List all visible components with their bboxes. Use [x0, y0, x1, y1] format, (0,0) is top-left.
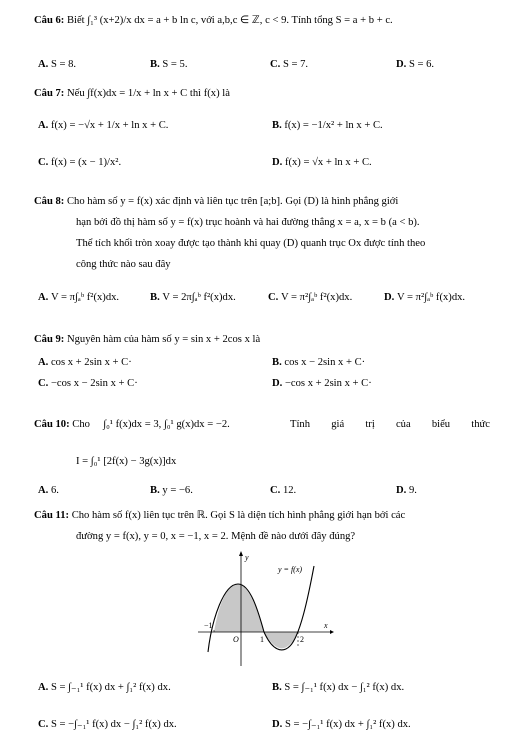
q11-label: Câu 11: [34, 510, 70, 521]
q6-pre: Biết [66, 15, 85, 26]
q6-label: Câu 6: [34, 15, 65, 26]
option-letter: A. [38, 485, 51, 496]
q7-option-d [272, 156, 372, 170]
q8-line-3: Thể tích khối tròn xoay được tạo thành khi quay (D) quanh trục Ox được tính theo [76, 238, 426, 249]
option-text: V = π²∫ₐᵇ f²(x)dx. [280, 292, 353, 303]
q8-label: Câu 8: [34, 196, 65, 207]
option-letter: A. [38, 292, 51, 303]
q11-option-d [272, 718, 411, 732]
q6-integral: ∫₁³ (x+2)/x dx = a + b ln c, [87, 15, 199, 26]
q9-option-c [38, 377, 138, 391]
q6-text: với a,b,c ∈ ℤ, c < 9. Tính tổng S = a + b + c. [200, 15, 393, 26]
origin-label: O [233, 635, 239, 644]
option-letter: A. [38, 357, 51, 368]
option-text: f(x) = −1/x² + ln x + C. [284, 120, 383, 131]
q11-option-c [38, 718, 177, 732]
q10-tail-word: thức [471, 419, 490, 430]
q11-option-a [38, 681, 171, 695]
option-letter: A. [38, 120, 51, 131]
q7-text: Nếu ∫f(x)dx = 1/x + ln x + C thì f(x) là [66, 88, 230, 99]
option-text: S = ∫₋₁¹ f(x) dx − ∫₁² f(x) dx. [284, 682, 405, 693]
option-letter: C. [270, 485, 283, 496]
q9-stem [34, 333, 260, 347]
q10-option-d [396, 484, 417, 498]
q6-option-c [270, 58, 308, 72]
x-axis-arrow [330, 630, 334, 634]
q8-option-c [268, 291, 352, 305]
q7-option-c [38, 156, 121, 170]
option-letter: C. [268, 292, 281, 303]
option-text: V = π∫ₐᵇ f²(x)dx. [50, 292, 120, 303]
option-letter: D. [272, 157, 285, 168]
option-text: S = 7. [282, 59, 309, 70]
option-text: S = −∫₋₁¹ f(x) dx − ∫₁² f(x) dx. [50, 719, 177, 730]
q10-option-a [38, 484, 59, 498]
q7-label: Câu 7: [34, 88, 65, 99]
q11-line-2: đường y = f(x), y = 0, x = −1, x = 2. Mệnh đề nào dưới đây đúng? [76, 531, 356, 542]
q10-tail-word: biểu [431, 419, 451, 430]
option-letter: D. [396, 59, 409, 70]
q7-option-a [38, 119, 168, 133]
option-text: cos x − 2sin x + C· [284, 357, 366, 368]
curve-label: y = f(x) [278, 565, 303, 574]
option-text: cos x + 2sin x + C· [50, 357, 132, 368]
option-text: f(x) = (x − 1)/x². [50, 157, 122, 168]
option-letter: B. [150, 485, 163, 496]
option-text: −cos x + 2sin x + C· [284, 378, 372, 389]
y-axis-label: y [245, 553, 249, 562]
q8-option-d [384, 291, 465, 305]
option-letter: B. [150, 59, 163, 70]
q10-tail-word: Tính [290, 419, 311, 430]
q8-line-4: công thức nào sau đây [76, 259, 171, 270]
option-text: S = 5. [162, 59, 188, 70]
q10-tail [290, 418, 490, 432]
function-graph [196, 548, 336, 668]
q11-option-b [272, 681, 404, 695]
q10-option-c [270, 484, 296, 498]
q8-line-2: hạn bởi đồ thị hàm số y = f(x) trục hoành và hai đường thẳng x = a, x = b (a < b). [76, 217, 420, 228]
option-text: f(x) = −√x + 1/x + ln x + C. [50, 120, 169, 131]
q9-option-b [272, 356, 365, 370]
option-letter: A. [38, 682, 51, 693]
option-letter: D. [272, 378, 285, 389]
q9-option-d [272, 377, 372, 391]
q10-given: ∫₀¹ f(x)dx = 3, ∫₀¹ g(x)dx = −2. [103, 419, 230, 430]
q10-tail-word: của [395, 419, 411, 430]
q11-line-1: Cho hàm số f(x) liên tục trên ℝ. Gọi S là diện tích hình phẳng giới hạn bởi các [71, 510, 406, 521]
q9-option-a [38, 356, 132, 370]
q9-text: Nguyên hàm của hàm số y = sin x + 2cos x là [66, 334, 261, 345]
tick-1-label: 1 [260, 635, 264, 644]
option-text: 12. [282, 485, 297, 496]
option-letter: D. [396, 485, 409, 496]
option-letter: B. [150, 292, 163, 303]
option-letter: B. [272, 357, 285, 368]
q10-tail-word: trị [365, 419, 375, 430]
q6-option-d [396, 58, 434, 72]
q6-stem [34, 14, 393, 28]
q10-label: Câu 10: [34, 419, 70, 430]
option-letter: A. [38, 59, 51, 70]
option-letter: B. [272, 682, 285, 693]
option-letter: D. [272, 719, 285, 730]
q8-line-1: Cho hàm số y = f(x) xác định và liên tục trên [a;b]. Gọi (D) là hình phẳng giới [66, 196, 399, 207]
option-text: V = 2π∫ₐᵇ f²(x)dx. [162, 292, 236, 303]
y-axis-arrow [239, 551, 243, 556]
option-letter: C. [38, 719, 51, 730]
shaded-region-right [264, 632, 298, 648]
q7-option-b [272, 119, 383, 133]
tick-2-label: 2 [300, 635, 304, 644]
option-text: V = π²∫ₐᵇ f(x)dx. [396, 292, 466, 303]
q10-expression: I = ∫₀¹ [2f(x) − 3g(x)]dx [76, 456, 177, 467]
option-letter: D. [384, 292, 397, 303]
q8-option-a [38, 291, 119, 305]
q9-label: Câu 9: [34, 334, 65, 345]
x-axis-label: x [324, 621, 328, 630]
option-text: S = 8. [50, 59, 77, 70]
option-letter: C. [38, 157, 51, 168]
q11-stem-line-1 [34, 509, 405, 523]
q10-tail-word: giá [331, 419, 345, 430]
tick-neg1-label: −1 [204, 621, 213, 630]
option-text: S = −∫₋₁¹ f(x) dx + ∫₁² f(x) dx. [284, 719, 411, 730]
q10-option-b [150, 484, 193, 498]
option-letter: C. [38, 378, 51, 389]
q6-option-a [38, 58, 76, 72]
option-text: y = −6. [162, 485, 193, 496]
option-letter: B. [272, 120, 285, 131]
q8-stem-line-1 [34, 195, 398, 209]
option-text: 9. [408, 485, 417, 496]
option-text: f(x) = √x + ln x + C. [284, 157, 372, 168]
option-text: S = ∫₋₁¹ f(x) dx + ∫₁² f(x) dx. [50, 682, 171, 693]
option-letter: C. [270, 59, 283, 70]
option-text: 6. [50, 485, 59, 496]
option-text: −cos x − 2sin x + C· [50, 378, 138, 389]
option-text: S = 6. [408, 59, 435, 70]
q10-stem [34, 418, 230, 432]
q8-option-b [150, 291, 236, 305]
q10-pre: Cho [72, 419, 90, 430]
q6-option-b [150, 58, 187, 72]
q7-stem [34, 87, 230, 101]
